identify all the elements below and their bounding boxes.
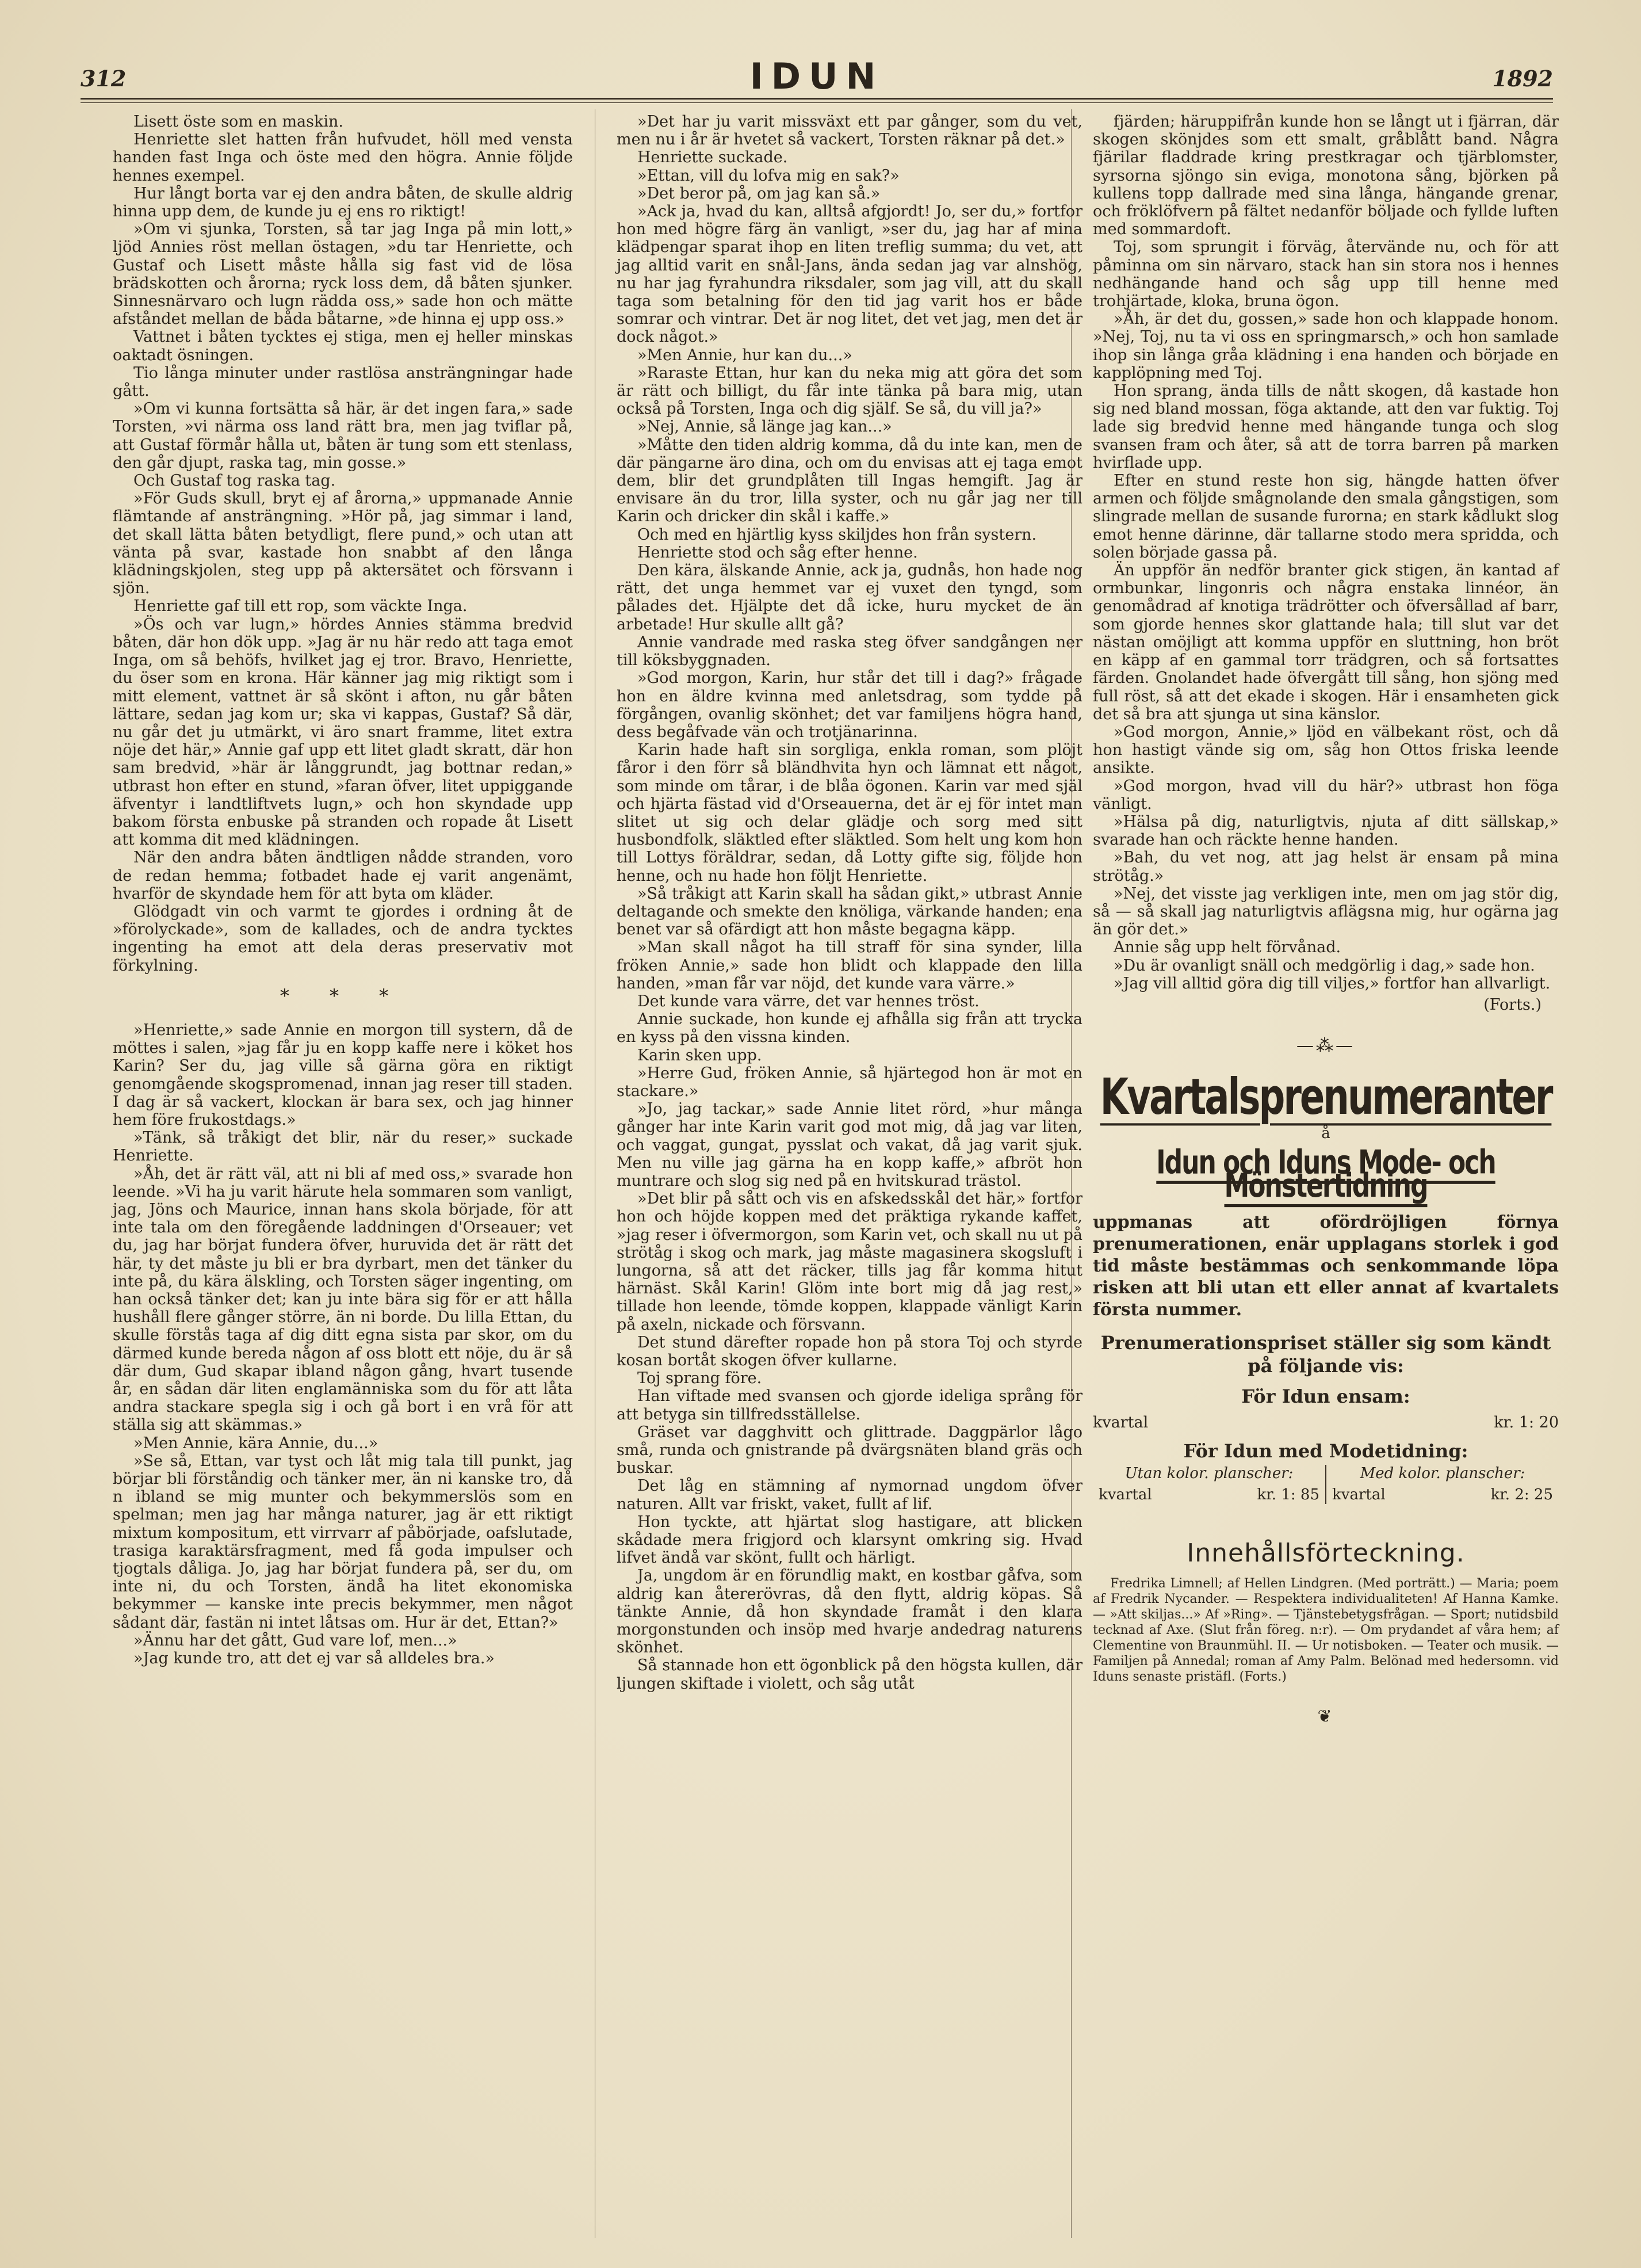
toc-text: Fredrika Limnell; af Hellen Lindgren. (Med porträtt.) — Maria; poem af Fredrik Nycander. — Respektera individualiteten! Af Hanna Kamke. — »Att skiljas...» Af »Ring». — Tjänstebetygsfrågan. — Sport; nutidsbild tecknad af Axe. (Slut från föreg. n:r). — Om prydandet af våra hem; af Clementine von Braunmühl. II. — Ur notisboken. — Teater och musik. — Familjen på Annedal; roman af Amy Palm. Belönad med hedersomn. vid Iduns senaste pristäfl. (Forts.): [1093, 1576, 1559, 1685]
paragraph: »Ännu har det gått, Gud vare lof, men...»: [133, 1631, 457, 1650]
paragraph: Hon tyckte, att hjärtat slog hastigare, att blicken skådade mera frigjord och klarsynt omkring sig. Hvad lifvet ändå var skönt, fullt och härligt.: [617, 1513, 1082, 1567]
paragraph: Henriette suckade.: [637, 148, 788, 167]
paragraph: Tio långa minuter under rastlösa ansträngningar hade gått.: [113, 364, 573, 400]
paragraph: Hur långt borta var ej den andra båten, de skulle aldrig hinna upp dem, de kunde ju ej ens ro riktigt!: [113, 184, 573, 221]
masthead: IDUN: [749, 55, 884, 97]
toc-title: Innehållsförteckning.: [1187, 1538, 1465, 1568]
paragraph: Det kunde vara värre, det var hennes tröst.: [637, 992, 980, 1010]
paragraph: Annie såg upp helt förvånad.: [1114, 938, 1341, 957]
paragraph: »Jag vill alltid göra dig till viljes,» fortfor han allvarligt.: [1114, 974, 1551, 992]
ad-title: Kvartalsprenumeranter: [1100, 1069, 1552, 1127]
without-label: Utan kolor. planscher:: [1124, 1464, 1294, 1482]
paragraph: »Åh, det är rätt väl, att ni bli af med oss,» svarade hon leende. »Vi ha ju varit härute hela sommaren som vanligt, jag, Jöns och Maurice, innan hans skola började, för att inte tala om den föregående laddningen d'Orseauer; vet du, jag har börjat fundera öfver, huruvida det är rätt det här, ty det måste ju bli er bra dyrbart, men det tänker du inte på, du kära älskling, och Torsten säger ingenting, om han också tänker det; kan ju inte bära sig för er att hålla hushåll flere gånger större, än ni borde. Du lilla Ettan, du skulle förstås taga af dig ditt egna sista par skor, om du därmed kunde bereda någon af oss blott ett nöje, du är så där dum, Gud skapar ibland någon gång, hvart tusende år, en sådan där liten englamänniska som du för att låta andra stackare spegla sig i och gå bort i en vrå för att ställa sig att skämmas.»: [113, 1164, 573, 1434]
paragraph: »Jag kunde tro, att det ej var så alldeles bra.»: [133, 1650, 495, 1668]
paragraph: Vattnet i båten tycktes ej stiga, men ej heller minskas oaktadt ösningen.: [113, 328, 573, 364]
paragraph: »Nej, Annie, så länge jag kan...»: [637, 418, 892, 436]
paragraph: »God morgon, hvad vill du här?» utbrast hon föga vänligt.: [1093, 777, 1559, 813]
paragraph: »Men Annie, kära Annie, du...»: [133, 1434, 378, 1452]
ad-kvartal-row: [1093, 1414, 1559, 1431]
paragraph: »Ös och var lugn,» hördes Annies stämma bredvid båten, där hon dök upp. »Jag är nu här redo att taga emot Inga, om så behöfs, hvilket jag ej tror. Bravo, Henriette, du öser som en krona. Här känner jag mig riktigt som i mitt element, vattnet är så skönt i afton, nu går båten lättare, sedan jag kom ur; ska vi kappas, Gustaf? Så där, nu går det ju utmärkt, vi äro snart framme, litet extra nöje det här,» Annie gaf upp ett litet gladt skratt, där hon sam bredvid, »här är långgrundt, jag bottnar redan,» utbrast hon efter en stund, »faran öfver, litet uppiggande äfventyr i landtliftvets lugn,» och hon skyndade upp bakom första enbuske på stranden och ropade åt Lisett att komma dit med klädningen.: [113, 615, 573, 849]
section-break-stars: * * *: [280, 984, 406, 1007]
page-header: [81, 55, 1553, 101]
paragraph: Det stund därefter ropade hon på stora Toj och styrde kosan bortåt skogen öfver kullarne.: [617, 1333, 1082, 1370]
paragraph: »Jo, jag tackar,» sade Annie litet rörd, »hur många gånger har inte Karin varit god mot mig, då jag var liten, och vaggat, gungat, pysslat och vakat, då jag varit sjuk. Men nu ville jag gärna ha en kopp kaffe,» afbröt hon muntrare och slog sig ned på en hvitskurad trästol.: [617, 1100, 1082, 1190]
paragraph: Han viftade med svansen och gjorde ideliga språng för att betyga sin tillfredsställelse.: [617, 1387, 1082, 1423]
paragraph: »Herre Gud, fröken Annie, så hjärtegod hon är mot en stackare.»: [617, 1064, 1082, 1100]
paragraph: Den kära, älskande Annie, ack ja, gudnås, hon hade nog rätt, det unga hemmet var ej vuxet den tyngd, som pålades det. Hjälpte det då icke, huru mycket de än arbetade! Hur skulle allt gå?: [617, 562, 1082, 633]
paragraph: »Ack ja, hvad du kan, alltså afgjordt! Jo, ser du,» fortfor hon med högre färg än vanligt, »ser du, jag har af mina klädpengar sparat ihop en liten treflig summa; du vet, att jag alltid varit en snål-Jans, ända sedan jag var alnshög, nu har jag fyrahundra riksdaler, som jag vill, att du skall taga som betalning för den tid jag varit hos er både somrar och vintrar. Det är nog litet, det vet jag, men det är dock något.»: [617, 203, 1082, 346]
ad-with-mode: För Idun med Modetidning:: [1183, 1440, 1468, 1462]
paragraph: »Det har ju varit missväxt ett par gånger, som du vet, men nu i år är hvetet så vackert, Torsten räknar på det.»: [617, 113, 1082, 149]
header-rule: [81, 98, 1553, 100]
ad-with-plates: [1325, 1465, 1559, 1504]
year: 1892: [1492, 66, 1553, 91]
paragraph: »God morgon, Annie,» ljöd en välbekant röst, och då hon hastigt vände sig om, såg hon Ottos friska leende ansikte.: [1093, 723, 1559, 777]
paragraph: »För Guds skull, bryt ej af årorna,» uppmanade Annie flämtande af ansträngning. »Hör på, jag simmar i land, det skall lätta båten betydligt, flere pund,» och utan att vänta på svar, kastade hon snabbt af den långa klädningskjolen, steg upp på aktersätet och försvann i sjön.: [113, 490, 573, 598]
paragraph: Och Gustaf tog raska tag.: [133, 472, 336, 490]
paragraph: »Så tråkigt att Karin skall ha sådan gikt,» utbrast Annie deltagande och smekte den knöliga, värkande handen; ena benet var så ofärdigt att hon måste begagna käpp.: [617, 884, 1082, 939]
column-3: [1093, 113, 1559, 1761]
kvartal-label: kvartal: [1099, 1486, 1152, 1503]
ad-body: uppmanas att ofördröjligen förnya prenumerationen, enär upplagans storlek i god tid måste bestämmas och senkommande löpa risken att bli utan ett eller annat af kvartalets första nummer.: [1093, 1212, 1559, 1320]
paragraph: Toj sprang före.: [637, 1369, 762, 1388]
paragraph: »God morgon, Karin, hur står det till i dag?» frågade hon en äldre kvinna med anletsdrag, som tydde på förgången, ovanlig skönhet; det var familjens högra hand, dess begåfvade vän och trotjänarinna.: [617, 669, 1082, 741]
paragraph: Så stannade hon ett ögonblick på den högsta kullen, där ljungen skiftade i violett, och såg utåt: [617, 1656, 1082, 1693]
paragraph: Toj, som sprungit i förväg, återvände nu, och för att påminna om sin närvaro, stack han sin stora nos i hennes nedhängande hand och såg upp till henne med trohjärtade, kloka, bruna ögon.: [1093, 238, 1559, 311]
ad-price-intro: Prenumerationspriset ställer sig som kändt på följande vis:: [1100, 1332, 1551, 1377]
without-price: kr. 1: 85: [1257, 1486, 1319, 1503]
column-1: [113, 113, 573, 1667]
paragraph: Henriette stod och såg efter henne.: [637, 543, 918, 562]
ad-price-table: [1093, 1465, 1559, 1504]
paragraph: Henriette slet hatten från hufvudet, höll med vensta handen fast Inga och öste med den högra. Annie följde hennes exempel.: [113, 131, 573, 185]
toc-body: [1093, 1576, 1559, 1685]
paragraph: Hon sprang, ända tills de nått skogen, då kastade hon sig ned bland mossan, föga aktande, att den var fuktig. Toj lade sig bredvid henne med hängande tunga och slog svansen fram och åter, så att de torra barren på marken hvirflade upp.: [1093, 382, 1559, 472]
paragraph: »Henriette,» sade Annie en morgon till systern, då de möttes i salen, »jag får ju en kopp kaffe nere i köket hos Karin? Ser du, jag ville så gärna göra en riktigt genomgående skogspromenad, innan jag reser till staden. I dag är så vackert, klockan är bara sex, och jag hinner hem före frukostdags.»: [113, 1021, 573, 1129]
paragraph: fjärden; häruppifrån kunde hon se långt ut i fjärran, där skogen skönjdes som ett smalt, gråblått band. Några fjärilar fladdrade kring prestkragar och tjärblomster, syrsorna sjöngo sin eviga, monotona sång, björken på kullens topp dallrade med sina långa, hängande grenar, och fröklöfvern på fältet nedanför böljade och fyllde luften med sommardoft.: [1093, 113, 1559, 239]
kvartal-label: kvartal: [1332, 1486, 1386, 1503]
paragraph: »Bah, du vet nog, att jag helst är ensam på mina strötåg.»: [1093, 849, 1559, 885]
paragraph: »Raraste Ettan, hur kan du neka mig att göra det som är rätt och billigt, du får inte tänka på bara mig, utan också på Torsten, Inga och dig själf. Se så, du vill ja?»: [617, 364, 1082, 418]
paragraph: Annie suckade, hon kunde ej afhålla sig från att trycka en kyss på den vissna kinden.: [617, 1010, 1082, 1047]
paragraph: »Man skall något ha till straff för sina synder, lilla fröken Annie,» sade hon blidt och klappade den lilla handen, »man får var nöjd, det kunde vara värre.»: [617, 938, 1082, 992]
subscription-ad: [1093, 1069, 1559, 1504]
ad-a: å: [1321, 1124, 1330, 1142]
paragraph: »Se så, Ettan, var tyst och låt mig tala till punkt, jag börjar bli förståndig och tänker mer, än ni kanske tro, då n ibland se mig munter och bekymmerslös som en spelman; men jag har många naturer, jag är ett riktigt mixtum kompositum, ett virrvarr af påbörjade, oafslutade, trasiga karaktärsfragment, med få goda impulser och tjogtals dåliga. Jo, jag har börjat fundera på, ser du, om inte ni, du och Torsten, ändå ha litet ekonomiska bekymmer — kanske inte precis bekymmer, men något sådant där, fastän ni intet låtsas om. Hur är det, Ettan?»: [113, 1452, 573, 1632]
with-price: kr. 2: 25: [1490, 1486, 1553, 1503]
continued-note: (Forts.): [1483, 995, 1541, 1014]
paragraph: »Du är ovanligt snäll och medgörlig i dag,» sade hon.: [1114, 956, 1535, 975]
with-label: Med kolor. planscher:: [1360, 1464, 1525, 1482]
paragraph: Efter en stund reste hon sig, hängde hatten öfver armen och följde smågnolande den smala gångstigen, som slingrade mellan de susande furorna; en stark kådlukt slog emot henne därinne, där tallarne stodo mera spridda, och solen började gassa på.: [1093, 472, 1559, 562]
paragraph: Än uppför än nedför branter gick stigen, än kantad af ormbunkar, lingonris och några enstaka linnéor, än genomådrad af knotiga trädrötter och öfversållad af barr, som gjorde hennes skor glattande hala; till slut var det nästan omöjligt att komma uppför en sluttning, hon bröt en käpp af en gammal torr trädgren, och så fortsattes färden. Gnolandet hade öfvergått till sång, hon sjöng med full röst, så att det ekade i skogen. Här i ensamheten gick det så bra att sjunga ut sina känslor.: [1093, 562, 1559, 723]
paragraph: Lisett öste som en maskin.: [133, 113, 343, 131]
ornament-divider: —⁂—: [1296, 1036, 1355, 1056]
kvartal-label: kvartal: [1093, 1414, 1149, 1432]
paragraph: Gräset var dagghvitt och glittrade. Daggpärlor lågo små, runda och gnistrande på dvärgsnäten bland gräs och buskar.: [617, 1423, 1082, 1477]
paragraph: Glödgadt vin och varmt te gjordes i ordning åt de »förolyckade», som de kallades, och de andra tycktes ingenting ha emot att dela deras preservativ mot förkylning.: [113, 902, 573, 975]
paragraph: »Om vi kunna fortsätta så här, är det ingen fara,» sade Torsten, »vi närma oss land rätt bra, men jag tviflar på, att Gustaf förmår hålla ut, båten är tung som ett stenlass, den går djupt, raska tag, min gosse.»: [113, 400, 573, 472]
paragraph: Karin sken upp.: [637, 1046, 762, 1064]
paragraph: »Det beror på, om jag kan så.»: [637, 184, 881, 203]
paragraph: »Nej, det visste jag verkligen inte, men om jag stör dig, så — så skall jag naturligtvis aflägsna mig, hur ogärna jag än gör det.»: [1093, 884, 1559, 939]
ad-idun-alone: För Idun ensam:: [1241, 1385, 1410, 1408]
paragraph: »Hälsa på dig, naturligtvis, njuta af ditt sällskap,» svarade han och räckte henne handen.: [1093, 812, 1559, 849]
paragraph: »Men Annie, hur kan du...»: [637, 346, 852, 364]
paragraph: »Det blir på sått och vis en afskedsskål det här,» fortfor hon och höjde koppen med det präktiga rykande kaffet, »jag reser i öfvermorgon, som Karin vet, och skall nu ut på strötåg i skog och mark, jag måste magasinera skogsluft i lungorna, så att det räcker, tills jag får komma hitut härnäst. Skål Karin! Glöm inte bort mig då jag rest,» tillade hon leende, tömde koppen, klappade vänligt Karin på axeln, nickade och försvann.: [617, 1190, 1082, 1334]
paragraph: Annie vandrade med raska steg öfver sandgången ner till köksbyggnaden.: [617, 633, 1082, 670]
end-ornament: ❦: [1317, 1706, 1334, 1727]
paragraph: »Tänk, så tråkigt det blir, när du reser,» suckade Henriette.: [113, 1129, 573, 1165]
kvartal-price: kr. 1: 20: [1494, 1414, 1559, 1432]
paragraph: Och med en hjärtlig kyss skiljdes hon från systern.: [637, 525, 1037, 544]
column-2: [617, 113, 1082, 1693]
ad-without-plates: [1093, 1465, 1325, 1504]
paragraph: Henriette gaf till ett rop, som väckte Inga.: [133, 597, 468, 616]
page-number: 312: [81, 66, 127, 91]
paragraph: Karin hade haft sin sorgliga, enkla roman, som plöjt fåror i den förr så bländhvita hyn och lämnat ett något, som minde om tårar, i de blåa ögonen. Karin var med själ och hjärta fästad vid d'Orseauerna, det är ej för intet man slitet ut sig och delar glädje och sorg med sitt husbondfolk, släktled efter släktled. Som helt ung kom hon till Lottys föräldrar, sedan, då Lotty gifte sig, följde hon henne, och nu hade hon följt Henriette.: [617, 741, 1082, 885]
paragraph: Ja, ungdom är en förundlig makt, en kostbar gåfva, som aldrig kan återerövras, då den flytt, aldrig köpas. Så tänkte Annie, då hon skyndade framåt i den klara morgonstunden och insöp med hvarje andedrag naturens skönhet.: [617, 1567, 1082, 1657]
header-rule-thin: [81, 102, 1553, 103]
paragraph: »Måtte den tiden aldrig komma, då du inte kan, men de där pängarne äro dina, och om du envisas att ej taga emot dem, blir det grundplåten till Ingas hemgift. Jag är envisare än du tror, lilla syster, och nu går jag ner till Karin och dricker din skål i kaffe.»: [617, 436, 1082, 526]
ad-subtitle: Idun och Iduns Mode- och Mönstertidning: [1156, 1143, 1495, 1205]
paragraph: När den andra båten ändtligen nådde stranden, voro de redan hemma; fotbadet hade ej varit angenämt, hvarför de skyndade hem för att byta om kläder.: [113, 849, 573, 903]
paragraph: »Åh, är det du, gossen,» sade hon och klappade honom. »Nej, Toj, nu ta vi oss en springmarsch,» och hon samlade ihop sin långa gråa klädning i ena handen och började en kapplöpning med Toj.: [1093, 310, 1559, 382]
paragraph: »Ettan, vill du lofva mig en sak?»: [637, 166, 900, 185]
paragraph: »Om vi sjunka, Torsten, så tar jag Inga på min lott,» ljöd Annies röst mellan östagen, »du tar Henriette, och Gustaf och Lisett måste hålla sig fast vid de lösa brädskotten och årorna; ryck loss dem, då båten sjunker. Sinnesnärvaro och lugn rädda oss,» sade hon och mätte afståndet mellan de båda båtarne, »de hinna ej upp oss.»: [113, 220, 573, 329]
paragraph: Det låg en stämning af nymornad ungdom öfver naturen. Allt var friskt, vaket, fullt af lif.: [617, 1477, 1082, 1513]
